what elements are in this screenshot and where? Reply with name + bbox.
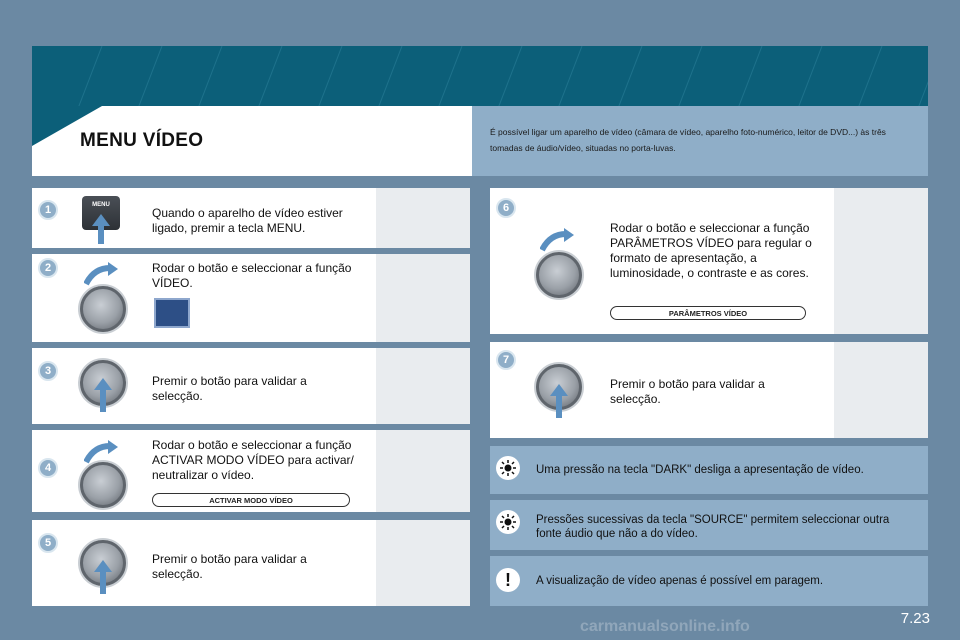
activar-modo-video-option: ACTIVAR MODO VÍDEO — [152, 493, 350, 507]
note-parking-text: A visualização de vídeo apenas é possível em paragem. — [536, 575, 824, 587]
rotary-knob — [80, 286, 126, 332]
console-thumbnail — [834, 188, 928, 334]
step-2-badge: 2 — [38, 258, 58, 278]
intro-text: É possível ligar um aparelho de vídeo (câmara de vídeo, aparelho foto-numérico, leitor de DVD...) às três tomadas de áudio/vídeo, situadas no porta-luvas. — [490, 127, 886, 153]
step-4-text: Rodar o botão e seleccionar a função ACTIVAR MODO VÍDEO para activar/ neutralizar o vídeo. — [152, 438, 354, 482]
rotary-knob — [536, 252, 582, 298]
step-2-text: Rodar o botão e seleccionar a função VÍDEO. — [152, 261, 352, 290]
rotary-knob — [80, 462, 126, 508]
page-title: MENU VÍDEO — [80, 130, 204, 151]
note-dark-text: Uma pressão na tecla "DARK" desliga a apresentação de vídeo. — [536, 464, 864, 476]
arrow-up-icon — [550, 384, 568, 418]
exclamation-icon: ! — [496, 568, 520, 592]
arrow-up-icon — [94, 560, 112, 594]
step-1-badge: 1 — [38, 200, 58, 220]
console-thumbnail — [376, 430, 470, 512]
console-thumbnail — [376, 188, 470, 248]
step-6-badge: 6 — [496, 198, 516, 218]
rotate-arrow-icon — [540, 228, 574, 252]
page-number: 7.23 — [900, 610, 930, 627]
rotate-arrow-icon — [84, 440, 118, 464]
step-1-text: Quando o aparelho de vídeo estiver ligado, premir a tecla MENU. — [152, 206, 343, 235]
step-5-text: Premir o botão para validar a selecção. — [152, 552, 307, 581]
arrow-up-icon — [92, 214, 110, 244]
step-7-text: Premir o botão para validar a selecção. — [610, 377, 765, 406]
video-function-icon — [154, 298, 190, 328]
step-4-badge: 4 — [38, 458, 58, 478]
step-3-text: Premir o botão para validar a selecção. — [152, 374, 307, 403]
watermark: carmanualsonline.info — [580, 618, 750, 635]
step-5-badge: 5 — [38, 533, 58, 553]
menu-key: MENU — [82, 196, 120, 230]
console-thumbnail — [376, 254, 470, 342]
console-thumbnail — [834, 342, 928, 438]
step-3-badge: 3 — [38, 361, 58, 381]
console-thumbnail — [376, 348, 470, 424]
console-thumbnail — [376, 520, 470, 606]
step-7-badge: 7 — [496, 350, 516, 370]
sun-icon — [496, 456, 520, 480]
parametros-video-option: PARÂMETROS VÍDEO — [610, 306, 806, 320]
sun-icon — [496, 510, 520, 534]
note-source-text: Pressões sucessivas da tecla "SOURCE" permitem seleccionar outra fonte áudio que não a do vídeo. — [536, 514, 890, 540]
rotate-arrow-icon — [84, 262, 118, 286]
step-6-text: Rodar o botão e seleccionar a função PARÂMETROS VÍDEO para regular o formato de apresentação, a luminosidade, o contraste e as cores. — [610, 221, 812, 280]
arrow-up-icon — [94, 378, 112, 412]
